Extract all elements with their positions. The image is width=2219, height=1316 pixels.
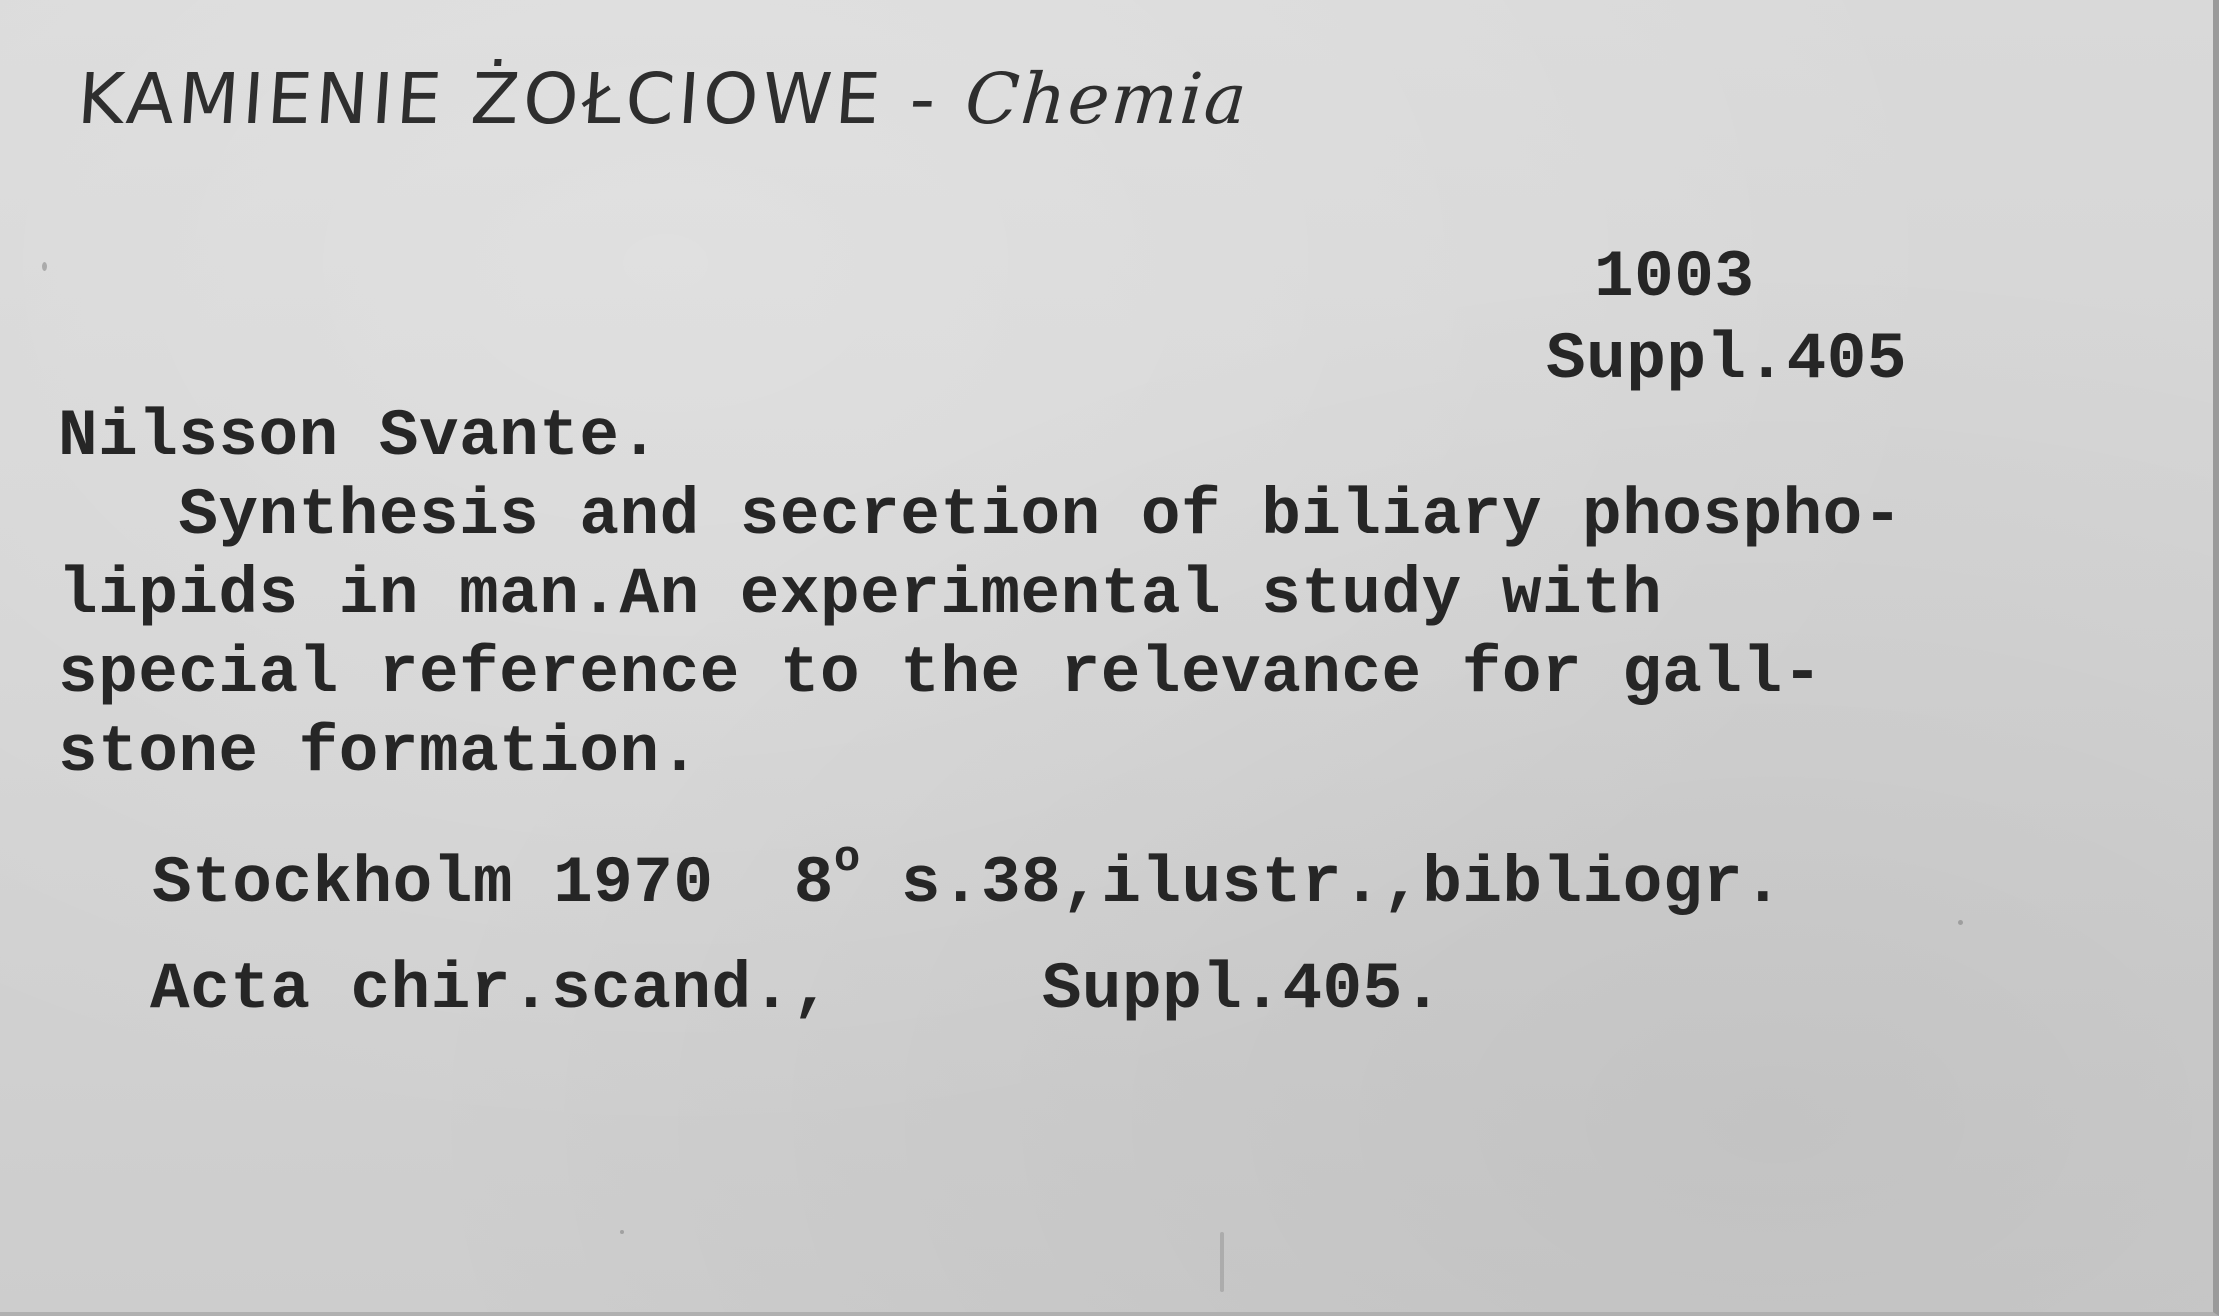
call-number: 1003 — [1594, 240, 1755, 315]
series-supplement: Suppl.405. — [1041, 952, 1443, 1027]
format-degree: o — [833, 834, 861, 884]
subject-heading-subdivision: Chemia — [962, 58, 1251, 140]
subject-heading — [75, 58, 1251, 140]
imprint — [152, 828, 1783, 923]
title-line: stone formation. — [58, 715, 700, 790]
call-number-supplement: Suppl.405 — [1546, 322, 1907, 397]
series-note — [150, 950, 1443, 1029]
author: Nilsson Svante. — [58, 399, 660, 474]
paper-speck — [620, 1230, 624, 1234]
subject-heading-separator: - — [880, 58, 969, 140]
title-block — [58, 476, 1903, 792]
title-line: Synthesis and secretion of biliary phospho- — [58, 478, 1903, 553]
imprint-place-year: Stockholm 1970 8 — [152, 846, 834, 921]
imprint-extent: s.38,ilustr.,bibliogr. — [860, 846, 1784, 921]
title-line: lipids in man.An experimental study with — [58, 557, 1663, 632]
series-name: Acta chir.scand., — [150, 952, 832, 1027]
paper-speck — [1958, 920, 1963, 925]
subject-heading-main: KAMIENIE ŻOŁCIOWE — [75, 58, 887, 140]
paper-speck — [42, 262, 47, 271]
paper-speck — [1220, 1232, 1224, 1292]
title-line: special reference to the relevance for gall- — [58, 636, 1823, 711]
